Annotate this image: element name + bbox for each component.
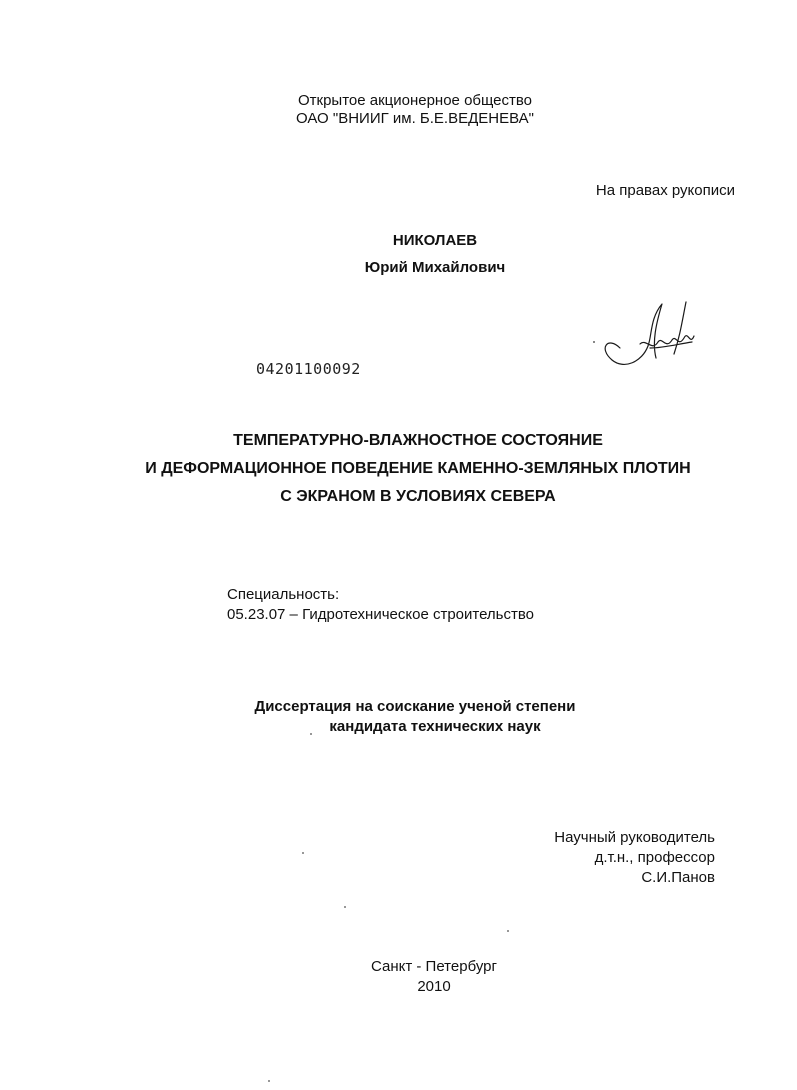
thesis-line-1: Диссертация на соискание ученой степени	[254, 698, 576, 715]
thesis-line-2: кандидата технических наук	[329, 718, 541, 735]
advisor-block	[554, 828, 715, 888]
scan-speck	[302, 852, 304, 854]
title-line-2: И ДЕФОРМАЦИОННОЕ ПОВЕДЕНИЕ КАМЕННО-ЗЕМЛЯНЫХ ПЛОТИН	[145, 460, 691, 477]
specialty-block	[227, 585, 534, 625]
organization-line-2: ОАО "ВНИИГ им. Б.Е.ВЕДЕНЕВА"	[296, 110, 534, 127]
imprint-city: Санкт - Петербург	[371, 958, 497, 975]
organization-block	[0, 92, 797, 128]
manuscript-rights-note: На правах рукописи	[595, 182, 735, 199]
scan-speck	[507, 930, 509, 932]
specialty-value: 05.23.07 – Гидротехническое строительство	[227, 606, 535, 623]
scan-speck	[310, 733, 312, 735]
advisor-name: С.И.Панов	[641, 869, 715, 886]
imprint-year: 2010	[417, 978, 451, 995]
dissertation-title	[0, 427, 797, 511]
advisor-role: Научный руководитель	[554, 829, 715, 846]
imprint-block	[0, 957, 797, 997]
scan-speck	[344, 906, 346, 908]
specialty-label: Специальность:	[227, 586, 340, 603]
registration-number: 04201100092	[256, 360, 361, 378]
author-given-name: Юрий Михайлович	[364, 259, 506, 276]
title-line-3: С ЭКРАНОМ В УСЛОВИЯХ СЕВЕРА	[280, 488, 556, 505]
thesis-statement	[0, 697, 797, 737]
title-line-1: ТЕМПЕРАТУРНО-ВЛАЖНОСТНОЕ СОСТОЯНИЕ	[233, 432, 603, 449]
organization-line-1: Открытое акционерное общество	[297, 92, 533, 109]
advisor-degree: д.т.н., профессор	[594, 849, 715, 866]
scan-speck	[268, 1080, 270, 1082]
author-signature	[590, 296, 700, 376]
author-surname: НИКОЛАЕВ	[392, 232, 478, 249]
